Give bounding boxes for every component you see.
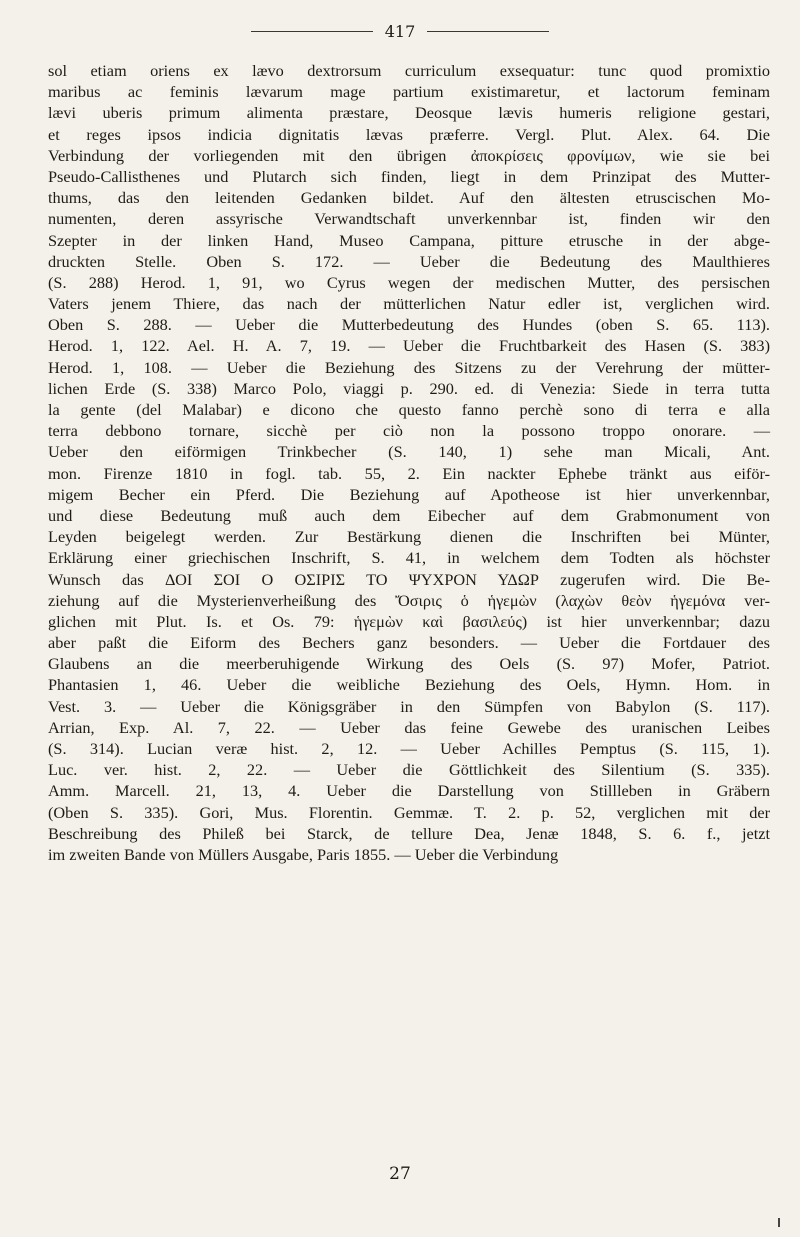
signature-mark: 27 [389,1164,411,1184]
text-line: numenten, deren assyrische Verwandtschaft unverkennbar ist, finden wir den [48,209,770,229]
page-number: 417 [384,22,416,41]
text-line: thums, das den leitenden Gedanken bildet. Auf den ältesten etruscischen Mo- [48,188,770,208]
text-line: aber paßt die Eiform des Bechers ganz besonders. — Ueber die Fortdauer des [48,633,770,653]
text-line: lichen Erde (S. 338) Marco Polo, viaggi p. 290. ed. di Venezia: Siede in terra tutta [48,378,770,398]
text-line: Szepter in der linken Hand, Museo Campana, pitture etrusche in der abge- [48,230,770,250]
text-line: Phantasien 1, 46. Ueber die weibliche Beziehung des Oels, Hymn. Hom. in [48,675,770,695]
text-line: Leyden beigelegt werden. Zur Bestärkung dienen die Inschriften bei Münter, [48,527,770,547]
text-line: lævi uberis primum alimenta præstare, Deosque lævis humeris religione gestari, [48,103,770,123]
text-line: maribus ac feminis lævarum mage partium existimaretur, et lactorum feminam [48,82,770,102]
text-line: und diese Bedeutung muß auch dem Eibecher auf dem Grabmonument von [48,505,770,525]
text-line: et reges ipsos indicia dignitatis lævas præferre. Vergl. Plut. Alex. 64. Die [48,124,770,144]
text-line: Amm. Marcell. 21, 13, 4. Ueber die Darstellung von Stillleben in Gräbern [48,781,770,801]
text-line: im zweiten Bande von Müllers Ausgabe, Paris 1855. — Ueber die Verbindung [48,844,559,864]
text-line: (S. 314). Lucian veræ hist. 2, 12. — Ueber Achilles Pemptus (S. 115, 1). [48,739,770,758]
text-line: mon. Firenze 1810 in fogl. tab. 55, 2. Ein nackter Ephebe tränkt aus eiför- [48,463,770,483]
text-line: Glaubens an die meerberuhigende Wirkung des Oels (S. 97) Mofer, Patriot. [48,654,770,674]
text-line: (S. 288) Herod. 1, 91, wo Cyrus wegen der medischen Mutter, des persischen [48,272,770,292]
text-line: Beschreibung des Phileß bei Starck, de tellure Dea, Jenæ 1848, S. 6. f., jetzt [48,823,770,843]
text-line: Herod. 1, 108. — Ueber die Beziehung des Sitzens zu der Verehrung der mütter- [48,357,770,377]
text-line: (Oben S. 335). Gori, Mus. Florentin. Gemmæ. T. 2. p. 52, verglichen mit der [48,802,770,822]
text-line: Vest. 3. — Ueber die Königsgräber in den Sümpfen von Babylon (S. 117). [48,696,770,716]
text-line: Erklärung einer griechischen Inschrift, S. 41, in welchem dem Todten als höchster [48,548,770,568]
text-line: druckten Stelle. Oben S. 172. — Ueber die Bedeutung des Maulthieres [48,251,770,271]
text-line: Ueber den eiförmigen Trinkbecher (S. 140, 1) sehe man Micali, Ant. [48,442,770,462]
text-line: migem Becher ein Pferd. Die Beziehung auf Apotheose ist hier unverkennbar, [48,484,770,504]
text-line: Wunsch das ΔΟΙ ΣΟΙ Ο ΟΣΙΡΙΣ ΤΟ ΨΥΧΡΟΝ ΥΔΩΡ zugerufen wird. Die Be- [48,569,770,589]
page-header [0,22,800,41]
text-line: Pseudo-Callisthenes und Plutarch sich finden, liegt in dem Prinzipat des Mutter- [48,166,770,186]
header-rule-left [251,31,373,32]
text-line: Vaters jenem Thiere, das nach der mütterlichen Natur edler ist, verglichen wird. [48,294,770,314]
text-line: Arrian, Exp. Al. 7, 22. — Ueber das feine Gewebe des uranischen Leibes [48,717,770,737]
body-text [48,60,770,865]
text-line: ziehung auf die Mysterienverheißung des Ὄσιρις ὁ ἡγεμὼν (λαχὼν θεὸν ἡγεμόνα ver- [48,590,770,610]
text-line: Herod. 1, 122. Ael. H. A. 7, 19. — Ueber die Fruchtbarkeit des Hasen (S. 383) [48,336,770,356]
text-line: Verbindung der vorliegenden mit den übrigen ἀποκρίσεις φρονίμων, wie sie bei [48,145,770,165]
edge-mark [778,1218,780,1227]
text-line: sol etiam oriens ex lævo dextrorsum curriculum exsequatur: tunc quod promixtio [48,61,770,80]
text-line: la gente (del Malabar) e dicono che questo fanno perchè sono di terra e alla [48,400,770,419]
text-line: terra debbono tornare, sicchè per ciò non la possono troppo onorare. — [48,421,770,441]
text-line: glichen mit Plut. Is. et Os. 79: ἡγεμὼν καὶ βασιλεύς) ist hier unverkennbar; dazu [48,611,770,631]
header-rule-right [427,31,549,32]
text-line: Luc. ver. hist. 2, 22. — Ueber die Göttlichkeit des Silentium (S. 335). [48,760,770,780]
text-line: Oben S. 288. — Ueber die Mutterbedeutung des Hundes (oben S. 65. 113). [48,315,770,335]
